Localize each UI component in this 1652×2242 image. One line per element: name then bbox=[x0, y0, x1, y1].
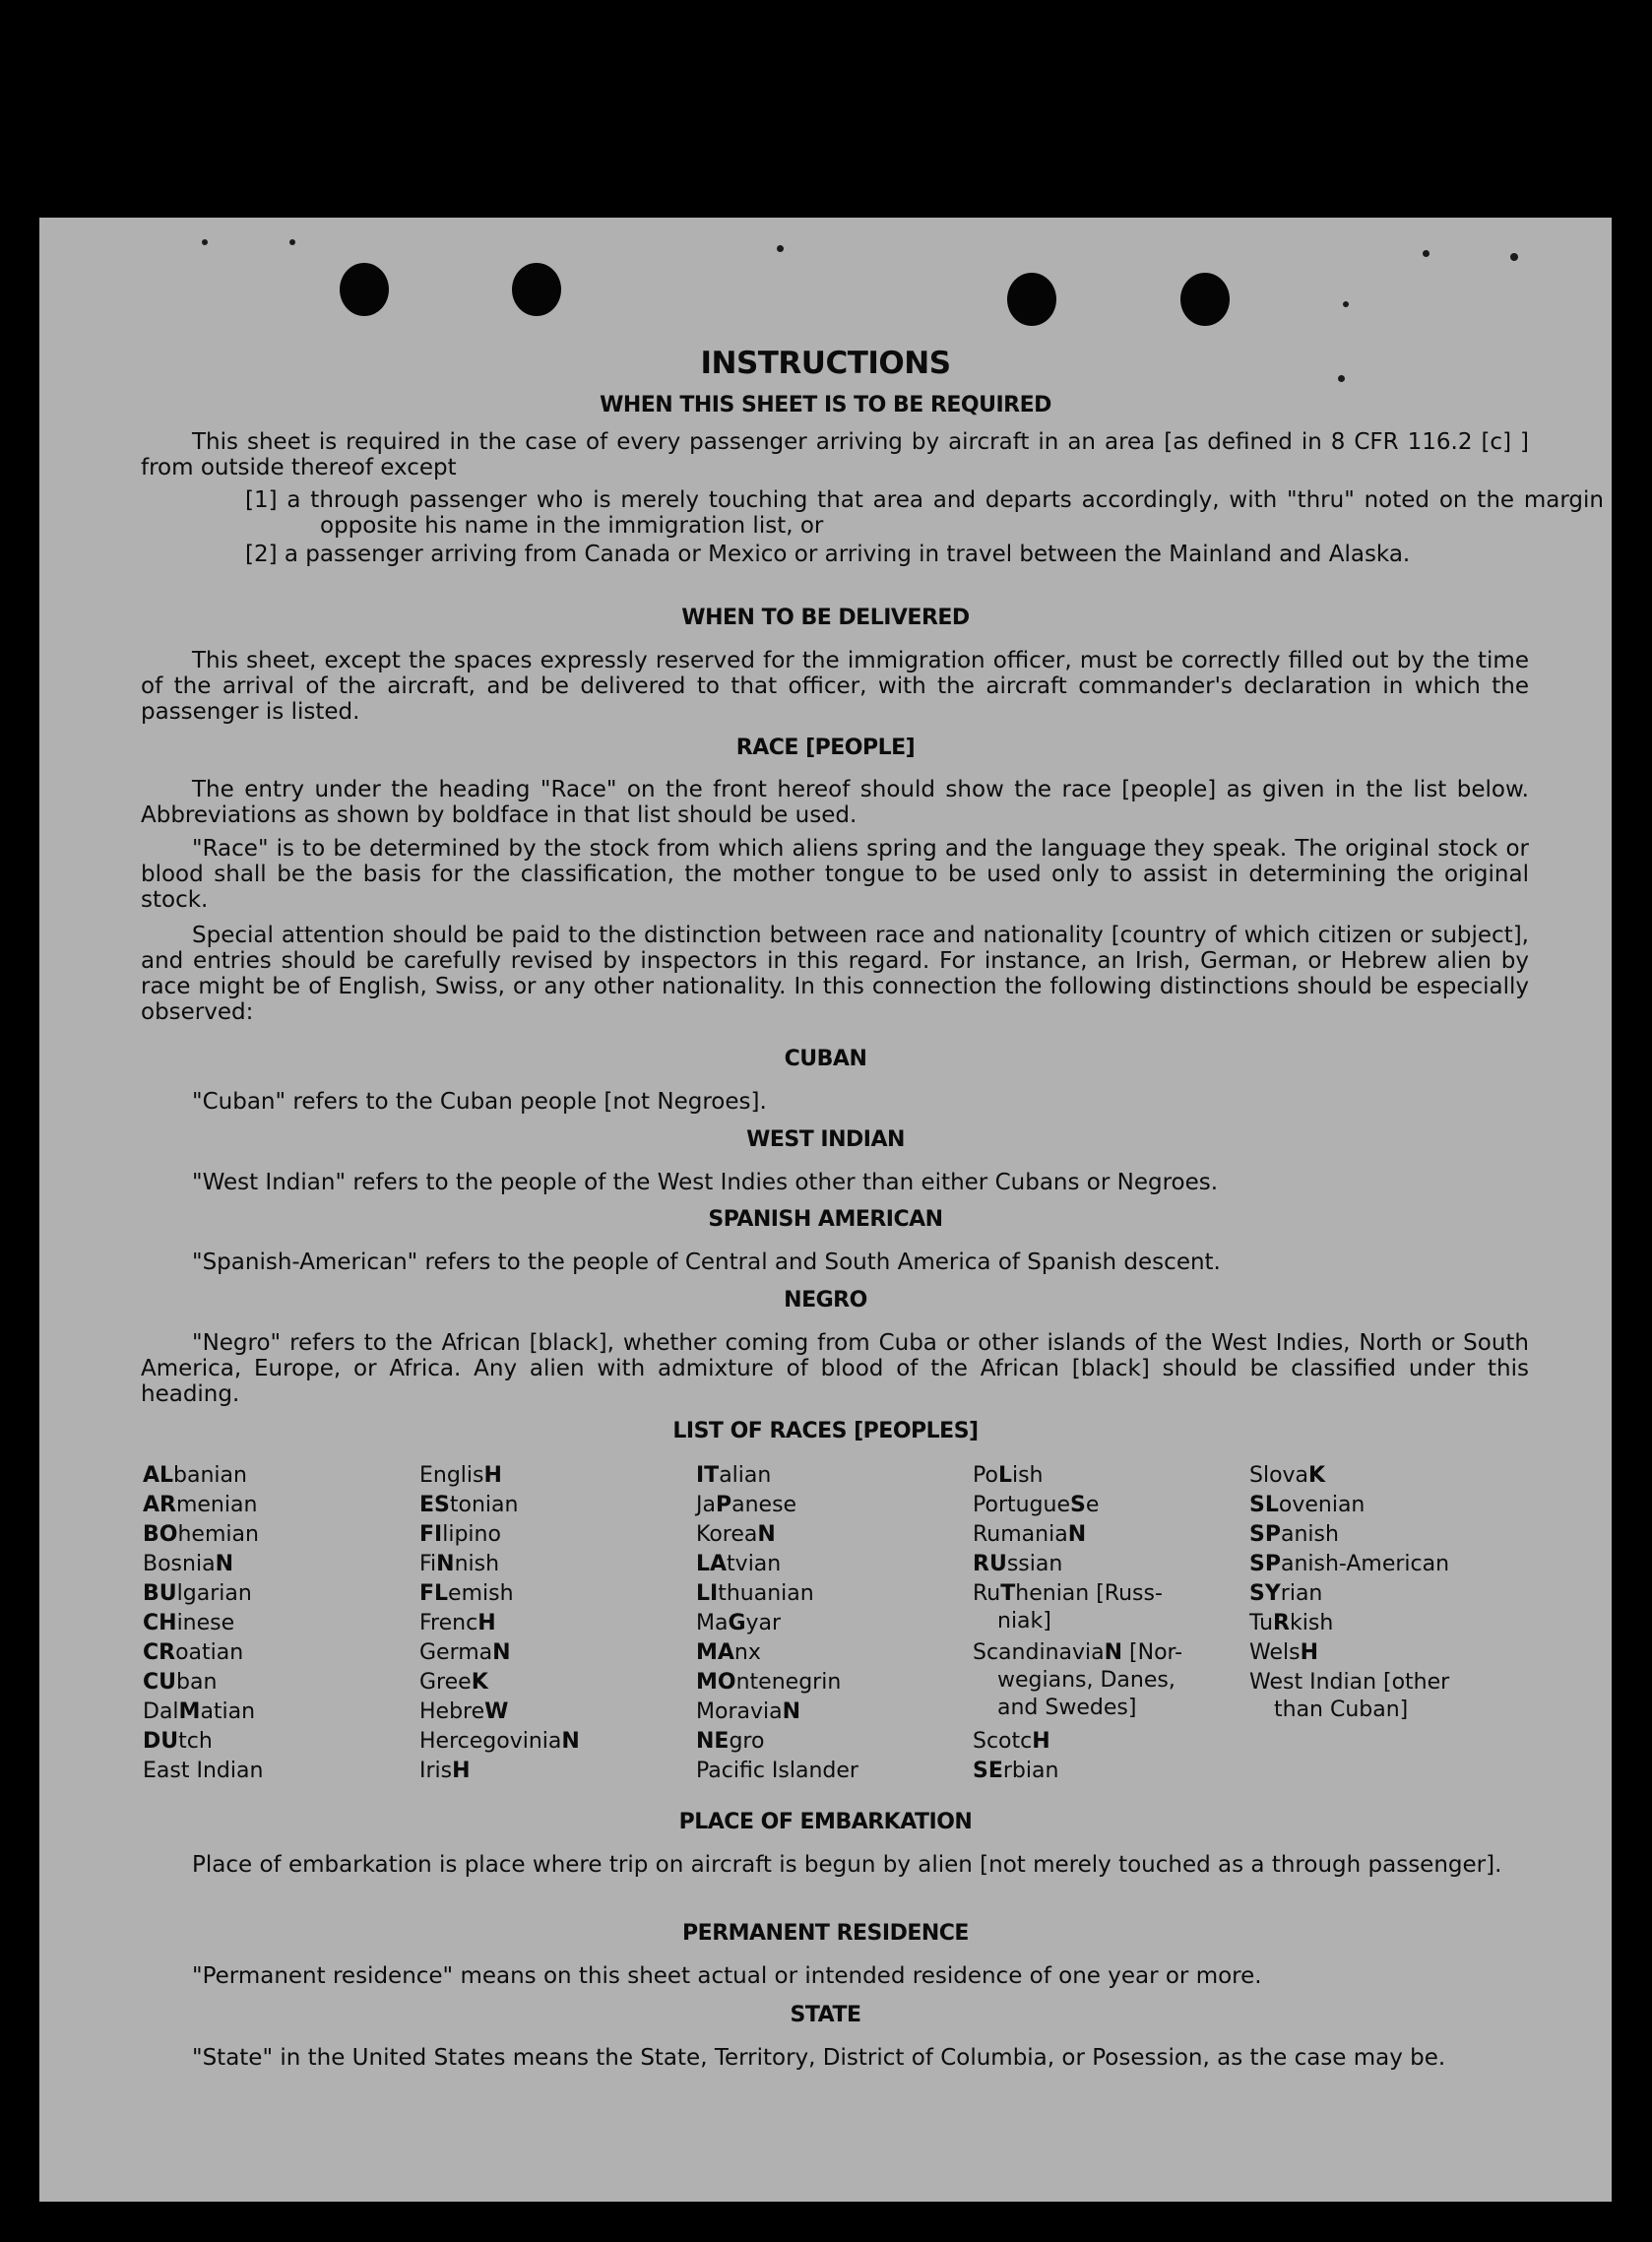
race-text: ban bbox=[176, 1670, 218, 1695]
race-entry bbox=[973, 1758, 1058, 1785]
race-entry bbox=[973, 1728, 1050, 1756]
race-entry bbox=[419, 1462, 502, 1490]
race-text: N bbox=[1067, 1522, 1087, 1547]
race-text: emish bbox=[448, 1581, 514, 1606]
race-entry bbox=[419, 1492, 518, 1519]
race-text: Slova bbox=[1249, 1463, 1309, 1488]
race-entry bbox=[696, 1462, 771, 1490]
race-text: gro bbox=[729, 1729, 765, 1754]
race-text-continued: and Swedes] bbox=[997, 1696, 1137, 1720]
race-text: nx bbox=[733, 1640, 761, 1665]
race-text: tvian bbox=[727, 1552, 782, 1576]
race-text: Korea bbox=[696, 1522, 758, 1547]
race-text: G bbox=[728, 1611, 746, 1635]
race-text: NE bbox=[696, 1729, 730, 1754]
race-text: N bbox=[782, 1699, 801, 1724]
section-heading: PERMANENT RESIDENCE bbox=[682, 1921, 969, 1946]
race-text: IT bbox=[696, 1463, 720, 1488]
race-entry bbox=[419, 1580, 514, 1608]
race-text: MA bbox=[696, 1640, 734, 1665]
race-text: AL bbox=[143, 1463, 174, 1488]
race-text: N bbox=[492, 1640, 511, 1665]
race-text: Germa bbox=[419, 1640, 493, 1665]
race-text: ES bbox=[419, 1493, 450, 1517]
speck bbox=[777, 245, 784, 252]
race-text: rbian bbox=[1002, 1759, 1059, 1783]
race-text: H bbox=[483, 1463, 502, 1488]
race-text: FI bbox=[419, 1522, 443, 1547]
paragraph: Place of embarkation is place where trip on aircraft is begun by alien [not merely touched as a through passenger]. bbox=[192, 1852, 1502, 1878]
race-text: anish-American bbox=[1280, 1552, 1450, 1576]
race-text: Wels bbox=[1249, 1640, 1301, 1665]
race-text: lipino bbox=[442, 1522, 501, 1547]
race-text: East Indian bbox=[143, 1759, 264, 1783]
race-entry bbox=[419, 1610, 496, 1637]
race-text: Iris bbox=[419, 1759, 453, 1783]
race-text: Ru bbox=[973, 1581, 1001, 1606]
race-entry bbox=[143, 1551, 233, 1578]
race-text: lgarian bbox=[176, 1581, 252, 1606]
race-text: CR bbox=[143, 1640, 176, 1665]
race-text: H bbox=[1300, 1640, 1318, 1665]
race-entry bbox=[419, 1551, 499, 1578]
race-entry bbox=[143, 1639, 243, 1667]
punch-hole bbox=[1007, 273, 1056, 326]
race-text: Bosnia bbox=[143, 1552, 216, 1576]
race-text: AR bbox=[143, 1493, 176, 1517]
race-text: kish bbox=[1290, 1611, 1334, 1635]
race-text: anese bbox=[731, 1493, 797, 1517]
paragraph: Special attention should be paid to the distinction between race and nationality [country of which citizen or subject], and entries should be carefully revised by inspectors in this regard. For instance, an Irish, German, or Hebrew alien by race might be of English, Swiss, or any other nationality. In this connection the following distinctions should be especially observed: bbox=[141, 923, 1529, 1025]
race-entry bbox=[143, 1492, 257, 1519]
paragraph: This sheet is required in the case of every passenger arriving by aircraft in an area [as defined in 8 CFR 116.2 [c] ] from outside thereof except bbox=[141, 429, 1529, 480]
list-item: [1] a through passenger who is merely touching that area and departs accordingly, with "thru" noted on the margin opposite his name in the immigration list, or bbox=[245, 487, 1604, 539]
race-text: Moravia bbox=[696, 1699, 783, 1724]
race-entry bbox=[696, 1521, 776, 1549]
speck bbox=[1510, 253, 1518, 261]
section-heading: SPANISH AMERICAN bbox=[708, 1207, 943, 1232]
race-text-continued: niak] bbox=[997, 1609, 1051, 1633]
race-text: SP bbox=[1249, 1552, 1281, 1576]
race-entry bbox=[143, 1610, 234, 1637]
race-entry bbox=[1249, 1639, 1318, 1667]
race-text: P bbox=[715, 1493, 732, 1517]
race-entry bbox=[143, 1758, 263, 1785]
race-text: M bbox=[178, 1699, 201, 1724]
race-text: SY bbox=[1249, 1581, 1281, 1606]
race-text: CH bbox=[143, 1611, 177, 1635]
paragraph: "Spanish-American" refers to the people of Central and South America of Spanish descent. bbox=[192, 1249, 1221, 1275]
paragraph: "West Indian" refers to the people of the West Indies other than either Cubans or Negroes. bbox=[192, 1170, 1219, 1195]
race-entry bbox=[973, 1639, 1182, 1722]
race-text: Fi bbox=[419, 1552, 437, 1576]
race-text: N bbox=[561, 1729, 580, 1754]
race-entry bbox=[143, 1580, 252, 1608]
paragraph: "Negro" refers to the African [black], whether coming from Cuba or other islands of the West Indies, North or South America, Europe, or Africa. Any alien with admixture of blood of the African [black] should be classified under this heading. bbox=[141, 1330, 1529, 1407]
speck bbox=[1343, 301, 1349, 307]
paragraph: The entry under the heading "Race" on the front hereof should show the race [people] as given in the list below. Abbreviations as shown by boldface in that list should be used. bbox=[141, 777, 1529, 828]
race-text: Ja bbox=[696, 1493, 716, 1517]
race-entry bbox=[419, 1521, 501, 1549]
race-text: BO bbox=[143, 1522, 178, 1547]
race-text: ssian bbox=[1006, 1552, 1063, 1576]
race-entry bbox=[143, 1698, 255, 1726]
race-entry bbox=[696, 1580, 814, 1608]
race-entry bbox=[696, 1551, 781, 1578]
race-text: Scotc bbox=[973, 1729, 1033, 1754]
race-text: LA bbox=[696, 1552, 728, 1576]
race-entry bbox=[973, 1580, 1163, 1635]
race-text: henian [Russ- bbox=[1015, 1581, 1163, 1606]
race-text: Ma bbox=[696, 1611, 729, 1635]
race-text: H bbox=[477, 1611, 496, 1635]
race-text: H bbox=[1032, 1729, 1050, 1754]
paragraph: "Permanent residence" means on this sheet actual or intended residence of one year or more. bbox=[192, 1963, 1262, 1989]
race-text: Po bbox=[973, 1463, 998, 1488]
race-text: oatian bbox=[175, 1640, 244, 1665]
race-text: BU bbox=[143, 1581, 177, 1606]
race-entry bbox=[143, 1521, 259, 1549]
race-text: banian bbox=[173, 1463, 247, 1488]
race-text: R bbox=[1273, 1611, 1290, 1635]
race-text: ovenian bbox=[1278, 1493, 1366, 1517]
paragraph: "Race" is to be determined by the stock from which aliens spring and the language they speak. The original stock or blood shall be the basis for the classification, the mother tongue to be used only to assist in determining the original stock. bbox=[141, 836, 1529, 913]
race-entry bbox=[419, 1639, 511, 1667]
race-text: [Nor- bbox=[1122, 1640, 1183, 1665]
race-text: N bbox=[436, 1552, 455, 1576]
race-text: K bbox=[471, 1670, 488, 1695]
race-text: thuanian bbox=[718, 1581, 814, 1606]
punch-hole bbox=[1180, 273, 1230, 326]
race-text: Portugue bbox=[973, 1493, 1070, 1517]
race-entry bbox=[696, 1758, 858, 1785]
race-entry bbox=[1249, 1610, 1333, 1637]
section-heading: LIST OF RACES [PEOPLES] bbox=[672, 1419, 979, 1443]
race-text: Dal bbox=[143, 1699, 179, 1724]
race-entry bbox=[1249, 1669, 1449, 1724]
section-heading: WHEN THIS SHEET IS TO BE REQUIRED bbox=[600, 393, 1051, 417]
race-text: Hebre bbox=[419, 1699, 485, 1724]
race-entry bbox=[143, 1728, 213, 1756]
race-text: ish bbox=[1011, 1463, 1044, 1488]
race-text: West Indian [other bbox=[1249, 1670, 1450, 1695]
race-text: Rumania bbox=[973, 1522, 1068, 1547]
race-text: L bbox=[997, 1463, 1012, 1488]
race-text: SE bbox=[973, 1759, 1003, 1783]
section-heading: WEST INDIAN bbox=[746, 1127, 905, 1152]
paragraph: "Cuban" refers to the Cuban people [not Negroes]. bbox=[192, 1089, 767, 1115]
race-entry bbox=[973, 1462, 1044, 1490]
race-entry bbox=[1249, 1492, 1365, 1519]
race-text: ntenegrin bbox=[735, 1670, 842, 1695]
race-text: Englis bbox=[419, 1463, 484, 1488]
race-entry bbox=[973, 1551, 1062, 1578]
race-entry bbox=[1249, 1521, 1339, 1549]
race-text: nish bbox=[454, 1552, 500, 1576]
race-text: Gree bbox=[419, 1670, 472, 1695]
race-text: N bbox=[1104, 1640, 1123, 1665]
speck bbox=[1423, 250, 1430, 257]
race-text: SL bbox=[1249, 1493, 1279, 1517]
race-entry bbox=[696, 1639, 761, 1667]
section-heading: RACE [PEOPLE] bbox=[735, 736, 916, 760]
race-text-continued: than Cuban] bbox=[1274, 1698, 1409, 1722]
race-text: yar bbox=[745, 1611, 782, 1635]
race-text: S bbox=[1070, 1493, 1086, 1517]
section-heading: CUBAN bbox=[784, 1047, 867, 1071]
instruction-sheet bbox=[39, 218, 1612, 2202]
race-text: tonian bbox=[449, 1493, 519, 1517]
race-entry bbox=[1249, 1551, 1449, 1578]
race-text: anish bbox=[1280, 1522, 1339, 1547]
page-title: INSTRUCTIONS bbox=[700, 346, 951, 381]
race-text: alian bbox=[719, 1463, 772, 1488]
race-entry bbox=[143, 1462, 247, 1490]
race-text-continued: wegians, Danes, bbox=[997, 1668, 1175, 1693]
race-entry bbox=[1249, 1580, 1322, 1608]
race-entry bbox=[1249, 1462, 1325, 1490]
race-entry bbox=[696, 1610, 781, 1637]
race-entry bbox=[696, 1728, 764, 1756]
race-text: inese bbox=[176, 1611, 235, 1635]
race-entry bbox=[419, 1758, 471, 1785]
race-text: rian bbox=[1280, 1581, 1323, 1606]
punch-hole bbox=[340, 263, 389, 316]
race-text: hemian bbox=[177, 1522, 259, 1547]
speck bbox=[202, 239, 208, 245]
speck bbox=[289, 239, 295, 245]
race-entry bbox=[419, 1698, 508, 1726]
race-text: Frenc bbox=[419, 1611, 478, 1635]
race-text: FL bbox=[419, 1581, 449, 1606]
race-text: H bbox=[452, 1759, 471, 1783]
race-text: CU bbox=[143, 1670, 177, 1695]
section-heading: NEGRO bbox=[784, 1288, 867, 1313]
race-text: SP bbox=[1249, 1522, 1281, 1547]
section-heading: WHEN TO BE DELIVERED bbox=[681, 606, 970, 630]
race-entry bbox=[143, 1669, 217, 1697]
race-entry bbox=[419, 1728, 580, 1756]
race-text: Tu bbox=[1249, 1611, 1274, 1635]
race-text: menian bbox=[175, 1493, 258, 1517]
paragraph: This sheet, except the spaces expressly reserved for the immigration officer, must be correctly filled out by the time of the arrival of the aircraft, and be delivered to that officer, with the aircraft commander's declaration in which the passenger is listed. bbox=[141, 648, 1529, 725]
race-entry bbox=[696, 1669, 841, 1697]
race-entry bbox=[973, 1492, 1099, 1519]
race-entry bbox=[419, 1669, 488, 1697]
race-text: Scandinavia bbox=[973, 1640, 1105, 1665]
race-text: RU bbox=[973, 1552, 1007, 1576]
race-text: N bbox=[215, 1552, 233, 1576]
section-heading: STATE bbox=[790, 2003, 861, 2027]
race-entry bbox=[973, 1521, 1086, 1549]
race-text: MO bbox=[696, 1670, 736, 1695]
race-text: atian bbox=[200, 1699, 256, 1724]
section-heading: PLACE OF EMBARKATION bbox=[678, 1810, 973, 1834]
race-text: N bbox=[757, 1522, 776, 1547]
race-text: DU bbox=[143, 1729, 179, 1754]
race-text: Pacific Islander bbox=[696, 1759, 858, 1783]
punch-hole bbox=[512, 263, 561, 316]
paragraph: "State" in the United States means the State, Territory, District of Columbia, or Posession, as the case may be. bbox=[192, 2045, 1446, 2071]
race-text: W bbox=[484, 1699, 509, 1724]
list-item: [2] a passenger arriving from Canada or Mexico or arriving in travel between the Mainland and Alaska. bbox=[245, 542, 1411, 567]
race-text: LI bbox=[696, 1581, 719, 1606]
race-entry bbox=[696, 1698, 800, 1726]
race-text: K bbox=[1308, 1463, 1326, 1488]
race-text: T bbox=[1000, 1581, 1016, 1606]
race-text: e bbox=[1085, 1493, 1100, 1517]
race-text: Hercegovinia bbox=[419, 1729, 562, 1754]
race-entry bbox=[696, 1492, 796, 1519]
race-text: tch bbox=[178, 1729, 213, 1754]
